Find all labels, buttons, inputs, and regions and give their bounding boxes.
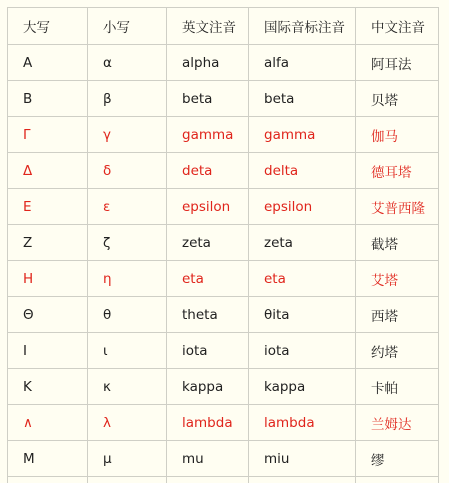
cell-english: kappa — [167, 369, 249, 405]
cell-chinese: 截塔 — [356, 225, 439, 261]
cell-lowercase: γ — [88, 117, 167, 153]
cell-lowercase: α — [88, 45, 167, 81]
table-row — [8, 405, 439, 441]
cell-uppercase: Μ — [8, 441, 88, 477]
cell-english: alpha — [167, 45, 249, 81]
table-row — [8, 297, 439, 333]
header-chinese-pronunciation: 中文注音 — [356, 8, 439, 45]
cell-uppercase: ∧ — [8, 405, 88, 441]
table-header-row — [8, 8, 439, 45]
cell-english: beta — [167, 81, 249, 117]
cell-english: deta — [167, 153, 249, 189]
cell-english: lambda — [167, 405, 249, 441]
cell-ipa: eta — [249, 261, 356, 297]
cell-ipa: zeta — [249, 225, 356, 261]
cell-uppercase: Η — [8, 261, 88, 297]
cell-lowercase: κ — [88, 369, 167, 405]
cell-chinese: 缪 — [356, 441, 439, 477]
cell-english: eta — [167, 261, 249, 297]
table-row — [8, 225, 439, 261]
cell-ipa — [249, 477, 356, 483]
cell-lowercase: ζ — [88, 225, 167, 261]
cell-uppercase: Δ — [8, 153, 88, 189]
cell-lowercase: η — [88, 261, 167, 297]
header-ipa-pronunciation: 国际音标注音 — [249, 8, 356, 45]
cell-english: mu — [167, 441, 249, 477]
cell-uppercase: Ε — [8, 189, 88, 225]
cell-uppercase: B — [8, 81, 88, 117]
cell-uppercase: Ζ — [8, 225, 88, 261]
cell-lowercase: ι — [88, 333, 167, 369]
cell-lowercase: μ — [88, 441, 167, 477]
cell-chinese: 艾塔 — [356, 261, 439, 297]
cell-chinese: 阿耳法 — [356, 45, 439, 81]
cell-ipa: lambda — [249, 405, 356, 441]
table-row — [8, 117, 439, 153]
greek-alphabet-table — [7, 7, 439, 483]
cell-chinese: 西塔 — [356, 297, 439, 333]
cell-chinese: 艾普西隆 — [356, 189, 439, 225]
cell-ipa: gamma — [249, 117, 356, 153]
cell-lowercase — [88, 477, 167, 483]
table-row — [8, 369, 439, 405]
table-row — [8, 153, 439, 189]
header-english-pronunciation: 英文注音 — [167, 8, 249, 45]
cell-lowercase: δ — [88, 153, 167, 189]
table-body — [8, 45, 439, 483]
cell-ipa: iota — [249, 333, 356, 369]
header-uppercase: 大写 — [8, 8, 88, 45]
cell-chinese: 德耳塔 — [356, 153, 439, 189]
cell-uppercase: Κ — [8, 369, 88, 405]
cell-uppercase: Θ — [8, 297, 88, 333]
cell-chinese: 伽马 — [356, 117, 439, 153]
table-row — [8, 441, 439, 477]
cell-english: zeta — [167, 225, 249, 261]
cell-english — [167, 477, 249, 483]
table-row — [8, 333, 439, 369]
cell-english: theta — [167, 297, 249, 333]
table-row — [8, 189, 439, 225]
cell-lowercase: ε — [88, 189, 167, 225]
cell-ipa: θita — [249, 297, 356, 333]
table-row — [8, 81, 439, 117]
cell-english: epsilon — [167, 189, 249, 225]
cell-chinese: 卡帕 — [356, 369, 439, 405]
header-lowercase: 小写 — [88, 8, 167, 45]
cell-ipa: beta — [249, 81, 356, 117]
cell-uppercase: A — [8, 45, 88, 81]
cell-english: iota — [167, 333, 249, 369]
cell-chinese: 约塔 — [356, 333, 439, 369]
cell-lowercase: λ — [88, 405, 167, 441]
cell-ipa: alfa — [249, 45, 356, 81]
cell-ipa: miu — [249, 441, 356, 477]
cell-uppercase: Ι — [8, 333, 88, 369]
cell-chinese: 贝塔 — [356, 81, 439, 117]
cell-ipa: delta — [249, 153, 356, 189]
cell-ipa: epsilon — [249, 189, 356, 225]
table-row — [8, 477, 439, 483]
table-row — [8, 261, 439, 297]
cell-ipa: kappa — [249, 369, 356, 405]
cell-chinese — [356, 477, 439, 483]
cell-uppercase — [8, 477, 88, 483]
cell-uppercase: Γ — [8, 117, 88, 153]
cell-lowercase: β — [88, 81, 167, 117]
cell-chinese: 兰姆达 — [356, 405, 439, 441]
cell-lowercase: θ — [88, 297, 167, 333]
table-row — [8, 45, 439, 81]
cell-english: gamma — [167, 117, 249, 153]
